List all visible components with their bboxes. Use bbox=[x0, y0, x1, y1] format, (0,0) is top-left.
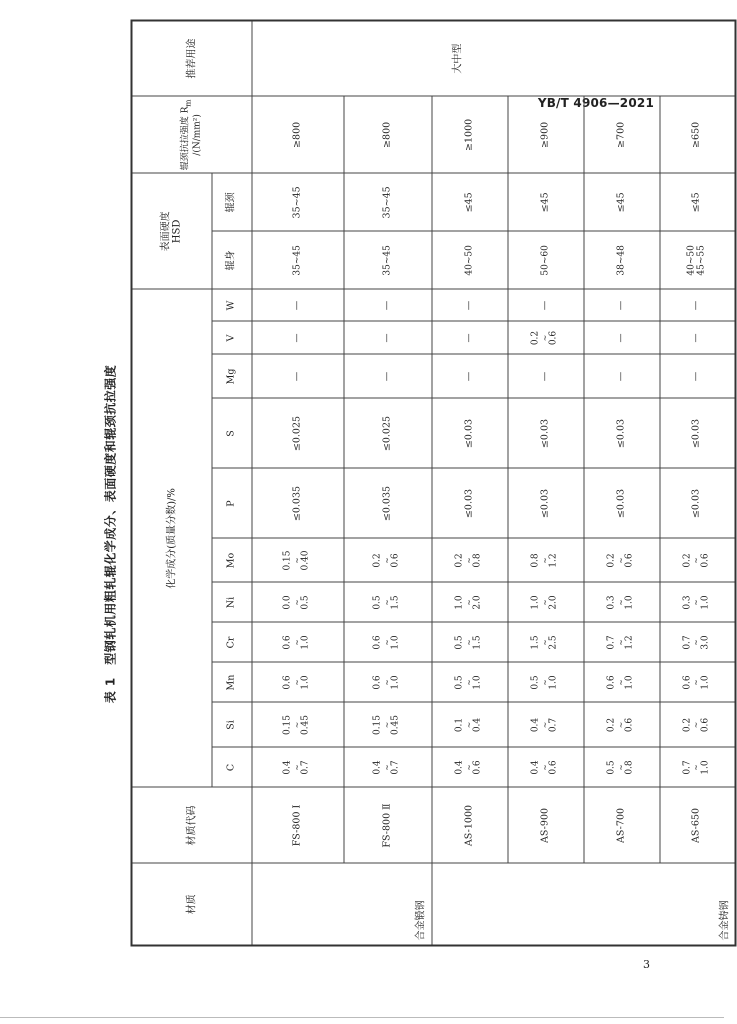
cell-si bbox=[508, 703, 584, 748]
header-element-p: P bbox=[212, 469, 252, 539]
tensile-unit: /(N/mm²) bbox=[192, 114, 203, 156]
header-element-si: Si bbox=[212, 703, 252, 748]
cell-si-part: ~ bbox=[382, 721, 392, 729]
cell-c-part: 0.4 bbox=[530, 760, 541, 775]
cell-mo-part: 0.2 bbox=[454, 553, 465, 568]
header-element-c: C bbox=[212, 748, 252, 788]
cell-mg: — bbox=[252, 355, 344, 399]
cell-mo-part: 0.8 bbox=[530, 553, 541, 568]
cell-mo-part: ~ bbox=[464, 557, 474, 564]
cell-mn-part: 0.6 bbox=[606, 675, 617, 690]
cell-c-part: ~ bbox=[382, 764, 392, 771]
cell-v-part: — bbox=[382, 333, 393, 343]
cell-mn-part: 1.0 bbox=[700, 675, 711, 690]
cell-mn-part: ~ bbox=[616, 679, 626, 686]
cell-si-part: 0.45 bbox=[390, 714, 401, 736]
cell-tensile: ≥800 bbox=[344, 96, 432, 173]
cell-ni bbox=[508, 583, 584, 623]
cell-cr-part: 0.7 bbox=[682, 635, 693, 650]
cell-mo-part: ~ bbox=[616, 557, 626, 564]
header-element-mg: Mg bbox=[212, 355, 252, 399]
material-code: FS-800 Ⅰ bbox=[252, 788, 344, 864]
header-element-cr: Cr bbox=[212, 623, 252, 663]
hardness-label: 表面硬度 bbox=[160, 211, 172, 252]
cell-si-part: 0.15 bbox=[282, 714, 293, 736]
cell-v bbox=[508, 322, 584, 355]
cell-c bbox=[660, 748, 736, 788]
cell-mn-part: ~ bbox=[540, 679, 550, 686]
header-neck: 辊颈 bbox=[212, 173, 252, 231]
cell-ni-part: 1.0 bbox=[624, 595, 635, 610]
cell-mo bbox=[660, 539, 736, 583]
cell-c-part: ~ bbox=[616, 764, 626, 771]
cell-s: ≤0.03 bbox=[584, 399, 660, 469]
cell-body-hardness-part: 35~45 bbox=[382, 245, 393, 276]
cell-si bbox=[344, 703, 432, 748]
cell-c-part: 0.5 bbox=[606, 760, 617, 775]
cell-c-part: ~ bbox=[292, 764, 302, 771]
cell-si-part: ~ bbox=[540, 721, 550, 729]
cell-cr bbox=[252, 623, 344, 663]
page-number: 3 bbox=[643, 958, 650, 971]
cell-c-part: 0.4 bbox=[282, 760, 293, 775]
cell-mg: — bbox=[660, 355, 736, 399]
cell-mo-part: 0.6 bbox=[624, 553, 635, 568]
table-row bbox=[252, 20, 344, 945]
cell-w: — bbox=[432, 289, 508, 321]
cell-mn-part: ~ bbox=[382, 679, 392, 686]
header-usage: 推荐用途 bbox=[132, 20, 252, 96]
cell-mn-part: 0.6 bbox=[282, 675, 293, 690]
cell-c-part: 0.7 bbox=[300, 760, 311, 775]
cell-c bbox=[584, 748, 660, 788]
cell-c bbox=[252, 748, 344, 788]
cell-mn-part: 1.0 bbox=[390, 675, 401, 690]
cell-mg: — bbox=[584, 355, 660, 399]
cell-body-hardness bbox=[584, 231, 660, 289]
cell-p: ≤0.03 bbox=[508, 469, 584, 539]
cell-ni-part: ~ bbox=[691, 599, 701, 606]
cell-body-hardness-part: 40~50 bbox=[464, 245, 475, 276]
cell-ni bbox=[344, 583, 432, 623]
cell-v-part: — bbox=[464, 333, 475, 343]
header-element-mo: Mo bbox=[212, 539, 252, 583]
cell-ni-part: 0.3 bbox=[606, 595, 617, 610]
cell-mo-part: 0.2 bbox=[372, 553, 383, 568]
table-row bbox=[584, 20, 660, 945]
cell-mo bbox=[584, 539, 660, 583]
cell-ni-part: 1.0 bbox=[530, 595, 541, 610]
cell-si-part: ~ bbox=[292, 721, 302, 729]
cell-mo bbox=[432, 539, 508, 583]
cell-body-hardness-part: 35~45 bbox=[292, 245, 303, 276]
cell-s: ≤0.03 bbox=[508, 399, 584, 469]
cell-p: ≤0.03 bbox=[584, 469, 660, 539]
cell-body-hardness bbox=[508, 231, 584, 289]
cell-mg: — bbox=[344, 355, 432, 399]
header-element-ni: Ni bbox=[212, 583, 252, 623]
cell-mn-part: 1.0 bbox=[624, 675, 635, 690]
cell-si-part: 0.2 bbox=[606, 717, 617, 733]
cell-c-part: 0.4 bbox=[372, 760, 383, 775]
cell-cr-part: 1.5 bbox=[530, 635, 541, 650]
cell-mn-part: ~ bbox=[464, 679, 474, 686]
cell-w: — bbox=[660, 289, 736, 321]
cell-w: — bbox=[344, 289, 432, 321]
cell-si-part: ~ bbox=[464, 721, 474, 729]
cell-cr-part: ~ bbox=[540, 639, 550, 646]
cell-cr bbox=[432, 623, 508, 663]
cell-si bbox=[660, 703, 736, 748]
cell-si-part: 0.4 bbox=[530, 717, 541, 733]
cell-si-part: 0.6 bbox=[700, 717, 711, 733]
material-group: 合金锻钢 bbox=[252, 864, 432, 946]
cell-ni-part: ~ bbox=[616, 599, 626, 606]
cell-si-part: ~ bbox=[691, 721, 701, 729]
cell-si-part: 0.45 bbox=[300, 714, 311, 736]
cell-ni-part: 2.0 bbox=[548, 595, 559, 610]
cell-si-part: 0.2 bbox=[682, 717, 693, 733]
header-hardness bbox=[132, 173, 212, 289]
cell-c-part: 0.7 bbox=[390, 760, 401, 775]
usage-cell: 大中型 bbox=[252, 20, 736, 96]
composition-table bbox=[131, 19, 737, 946]
cell-c-part: ~ bbox=[691, 764, 701, 771]
material-code: FS-800 Ⅱ bbox=[344, 788, 432, 864]
cell-mn bbox=[252, 663, 344, 703]
cell-body-hardness-part: 38~48 bbox=[616, 245, 627, 276]
cell-body-hardness bbox=[344, 231, 432, 289]
cell-cr-part: ~ bbox=[382, 639, 392, 646]
header-code: 材质代码 bbox=[132, 788, 252, 864]
material-code: AS-700 bbox=[584, 788, 660, 864]
cell-neck-hardness: ≤45 bbox=[508, 173, 584, 231]
cell-w: — bbox=[508, 289, 584, 321]
cell-v-part: — bbox=[292, 333, 303, 343]
cell-ni-part: ~ bbox=[292, 599, 302, 606]
cell-mn-part: 1.0 bbox=[548, 675, 559, 690]
bottom-rule bbox=[0, 1017, 724, 1018]
cell-v bbox=[432, 322, 508, 355]
cell-mo-part: 0.2 bbox=[682, 553, 693, 568]
cell-s: ≤0.03 bbox=[660, 399, 736, 469]
cell-mn bbox=[660, 663, 736, 703]
cell-v bbox=[252, 322, 344, 355]
cell-v-part: 0.6 bbox=[548, 330, 559, 346]
cell-mg: — bbox=[432, 355, 508, 399]
material-code: AS-650 bbox=[660, 788, 736, 864]
cell-mn-part: 0.6 bbox=[682, 675, 693, 690]
cell-ni-part: 1.0 bbox=[700, 595, 711, 610]
cell-s: ≤0.025 bbox=[252, 399, 344, 469]
cell-mn bbox=[344, 663, 432, 703]
cell-ni-part: ~ bbox=[382, 599, 392, 606]
tensile-sub: m bbox=[183, 99, 193, 107]
standard-number: YB/T 4906—2021 bbox=[537, 96, 654, 110]
header-element-v: V bbox=[212, 322, 252, 355]
cell-cr-part: 1.2 bbox=[624, 635, 635, 650]
cell-si-part: 0.4 bbox=[472, 717, 483, 733]
cell-cr-part: 2.5 bbox=[548, 635, 559, 650]
tensile-label: 辊颈抗拉强度 R bbox=[180, 106, 191, 171]
cell-mg: — bbox=[508, 355, 584, 399]
cell-tensile: ≥800 bbox=[252, 96, 344, 173]
cell-ni-part: 0.5 bbox=[372, 595, 383, 610]
table-row bbox=[432, 20, 508, 945]
cell-mo bbox=[508, 539, 584, 583]
cell-cr bbox=[584, 623, 660, 663]
cell-si-part: ~ bbox=[616, 721, 626, 729]
cell-mn-part: 0.6 bbox=[372, 675, 383, 690]
cell-ni bbox=[660, 583, 736, 623]
cell-v-part: 0.2 bbox=[530, 330, 541, 346]
cell-cr-part: 1.0 bbox=[300, 635, 311, 650]
cell-v-part: ~ bbox=[540, 334, 550, 342]
cell-ni-part: 0.5 bbox=[300, 595, 311, 610]
cell-cr bbox=[660, 623, 736, 663]
cell-mn bbox=[584, 663, 660, 703]
cell-cr-part: ~ bbox=[691, 639, 701, 646]
cell-mo-part: ~ bbox=[292, 557, 302, 564]
cell-cr-part: ~ bbox=[464, 639, 474, 646]
cell-ni-part: 1.5 bbox=[390, 595, 401, 610]
cell-p: ≤0.03 bbox=[432, 469, 508, 539]
cell-c-part: 0.4 bbox=[454, 760, 465, 775]
cell-body-hardness bbox=[432, 231, 508, 289]
table-row bbox=[508, 20, 584, 945]
cell-c-part: 1.0 bbox=[700, 760, 711, 775]
cell-s: ≤0.025 bbox=[344, 399, 432, 469]
cell-ni-part: 0.3 bbox=[682, 595, 693, 610]
cell-mn bbox=[508, 663, 584, 703]
header-element-mn: Mn bbox=[212, 663, 252, 703]
cell-cr-part: 3.0 bbox=[700, 635, 711, 650]
material-code: AS-1000 bbox=[432, 788, 508, 864]
cell-body-hardness-part: 40~50 bbox=[686, 245, 697, 276]
header-tensile bbox=[132, 96, 252, 173]
cell-mn-part: 1.0 bbox=[472, 675, 483, 690]
table-caption: 表 1 型钢轧机用粗轧辊化学成分、表面硬度和辊颈抗拉强度 bbox=[103, 364, 118, 704]
cell-si bbox=[252, 703, 344, 748]
cell-p: ≤0.035 bbox=[252, 469, 344, 539]
cell-si bbox=[584, 703, 660, 748]
cell-mo-part: 1.2 bbox=[548, 553, 559, 568]
cell-si-part: 0.1 bbox=[454, 717, 465, 733]
cell-ni bbox=[432, 583, 508, 623]
cell-w: — bbox=[584, 289, 660, 321]
cell-c-part: 0.6 bbox=[472, 760, 483, 775]
cell-c bbox=[432, 748, 508, 788]
cell-neck-hardness: 35~45 bbox=[344, 173, 432, 231]
cell-s: ≤0.03 bbox=[432, 399, 508, 469]
cell-ni-part: ~ bbox=[464, 599, 474, 606]
material-code: AS-900 bbox=[508, 788, 584, 864]
cell-cr-part: ~ bbox=[292, 639, 302, 646]
header-element-w: W bbox=[212, 289, 252, 321]
cell-cr-part: 0.7 bbox=[606, 635, 617, 650]
cell-si-part: 0.15 bbox=[372, 714, 383, 736]
cell-cr bbox=[508, 623, 584, 663]
cell-body-hardness-part: 50~60 bbox=[540, 245, 551, 276]
header-element-s: S bbox=[212, 399, 252, 469]
cell-neck-hardness: ≤45 bbox=[584, 173, 660, 231]
cell-mo-part: 0.8 bbox=[472, 553, 483, 568]
cell-body-hardness bbox=[660, 231, 736, 289]
cell-mo-part: 0.15 bbox=[282, 550, 293, 571]
cell-v bbox=[344, 322, 432, 355]
cell-ni bbox=[584, 583, 660, 623]
cell-cr-part: 1.0 bbox=[390, 635, 401, 650]
cell-c bbox=[508, 748, 584, 788]
cell-tensile: ≥700 bbox=[584, 96, 660, 173]
cell-p: ≤0.035 bbox=[344, 469, 432, 539]
cell-mn bbox=[432, 663, 508, 703]
cell-c-part: ~ bbox=[540, 764, 550, 771]
cell-mo-part: ~ bbox=[691, 557, 701, 564]
cell-v bbox=[584, 322, 660, 355]
header-body: 辊身 bbox=[212, 231, 252, 289]
table-row bbox=[344, 20, 432, 945]
cell-c-part: 0.7 bbox=[682, 760, 693, 775]
cell-mo bbox=[252, 539, 344, 583]
cell-si-part: 0.7 bbox=[548, 717, 559, 733]
header-material: 材质 bbox=[132, 864, 252, 946]
cell-body-hardness bbox=[252, 231, 344, 289]
cell-tensile: ≥1000 bbox=[432, 96, 508, 173]
cell-p: ≤0.03 bbox=[660, 469, 736, 539]
cell-mo-part: 0.40 bbox=[300, 550, 311, 571]
cell-mo-part: 0.6 bbox=[390, 553, 401, 568]
cell-mo-part: 0.2 bbox=[606, 553, 617, 568]
cell-mn-part: 0.5 bbox=[454, 675, 465, 690]
cell-mn-part: ~ bbox=[691, 679, 701, 686]
cell-ni-part: 1.0 bbox=[454, 595, 465, 610]
cell-neck-hardness: 35~45 bbox=[252, 173, 344, 231]
cell-cr bbox=[344, 623, 432, 663]
cell-body-hardness-part: 45~55 bbox=[696, 245, 706, 276]
hardness-unit: HSD bbox=[171, 219, 183, 244]
cell-mo-part: ~ bbox=[382, 557, 392, 564]
cell-c-part: ~ bbox=[464, 764, 474, 771]
cell-si bbox=[432, 703, 508, 748]
cell-ni bbox=[252, 583, 344, 623]
cell-ni-part: ~ bbox=[540, 599, 550, 606]
material-group: 合金铸钢 bbox=[432, 864, 736, 946]
cell-c-part: 0.6 bbox=[548, 760, 559, 775]
cell-ni-part: 0.0 bbox=[282, 595, 293, 610]
cell-c-part: 0.8 bbox=[624, 760, 635, 775]
table-body bbox=[252, 20, 736, 945]
cell-neck-hardness: ≤45 bbox=[432, 173, 508, 231]
table-row bbox=[660, 20, 736, 945]
cell-mn-part: 1.0 bbox=[300, 675, 311, 690]
cell-v bbox=[660, 322, 736, 355]
cell-mo bbox=[344, 539, 432, 583]
cell-si-part: 0.6 bbox=[624, 717, 635, 733]
cell-cr-part: 0.6 bbox=[372, 635, 383, 650]
cell-cr-part: 1.5 bbox=[472, 635, 483, 650]
cell-cr-part: ~ bbox=[616, 639, 626, 646]
cell-neck-hardness: ≤45 bbox=[660, 173, 736, 231]
cell-mn-part: ~ bbox=[292, 679, 302, 686]
cell-mn-part: 0.5 bbox=[530, 675, 541, 690]
header-chem-group: 化学成分(质量分数)/% bbox=[132, 289, 212, 787]
cell-w: — bbox=[252, 289, 344, 321]
cell-mo-part: ~ bbox=[540, 557, 550, 564]
cell-ni-part: 2.0 bbox=[472, 595, 483, 610]
cell-v-part: — bbox=[616, 333, 627, 343]
cell-c bbox=[344, 748, 432, 788]
cell-cr-part: 0.5 bbox=[454, 635, 465, 650]
cell-cr-part: 0.6 bbox=[282, 635, 293, 650]
cell-tensile: ≥900 bbox=[508, 96, 584, 173]
cell-v-part: — bbox=[691, 333, 702, 343]
cell-mo-part: 0.6 bbox=[700, 553, 711, 568]
cell-tensile: ≥650 bbox=[660, 96, 736, 173]
